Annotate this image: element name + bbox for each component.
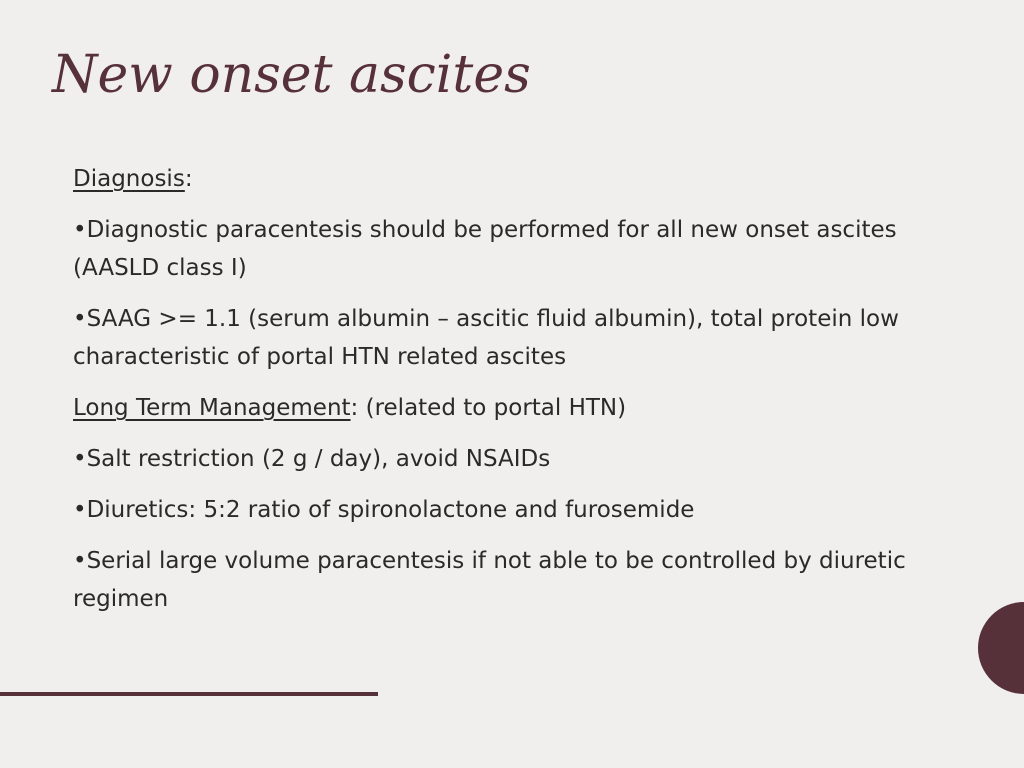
slide-title: New onset ascites [52, 45, 531, 105]
slide-body [73, 160, 943, 631]
diagnosis-bullet-2: •SAAG >= 1.1 (serum albumin – ascitic fluid albumin), total protein low characteristic of portal HTN related ascites [73, 306, 899, 370]
management-bullet-3: •Serial large volume paracentesis if not able to be controlled by diuretic regimen [73, 548, 906, 612]
diagnosis-suffix: : [184, 166, 193, 192]
management-bullet-2: •Diuretics: 5:2 ratio of spironolactone and furosemide [73, 497, 695, 523]
diagnosis-bullet-1: •Diagnostic paracentesis should be performed for all new onset ascites (AASLD class I) [73, 217, 897, 281]
management-heading [73, 389, 943, 427]
management-label: Long Term Management [73, 395, 351, 421]
diagnosis-heading [73, 160, 943, 198]
accent-circle [978, 602, 1024, 694]
management-suffix: : (related to portal HTN) [350, 395, 627, 421]
management-bullet-1: •Salt restriction (2 g / day), avoid NSAIDs [73, 446, 551, 472]
accent-line [0, 692, 378, 696]
diagnosis-label: Diagnosis [73, 166, 185, 192]
